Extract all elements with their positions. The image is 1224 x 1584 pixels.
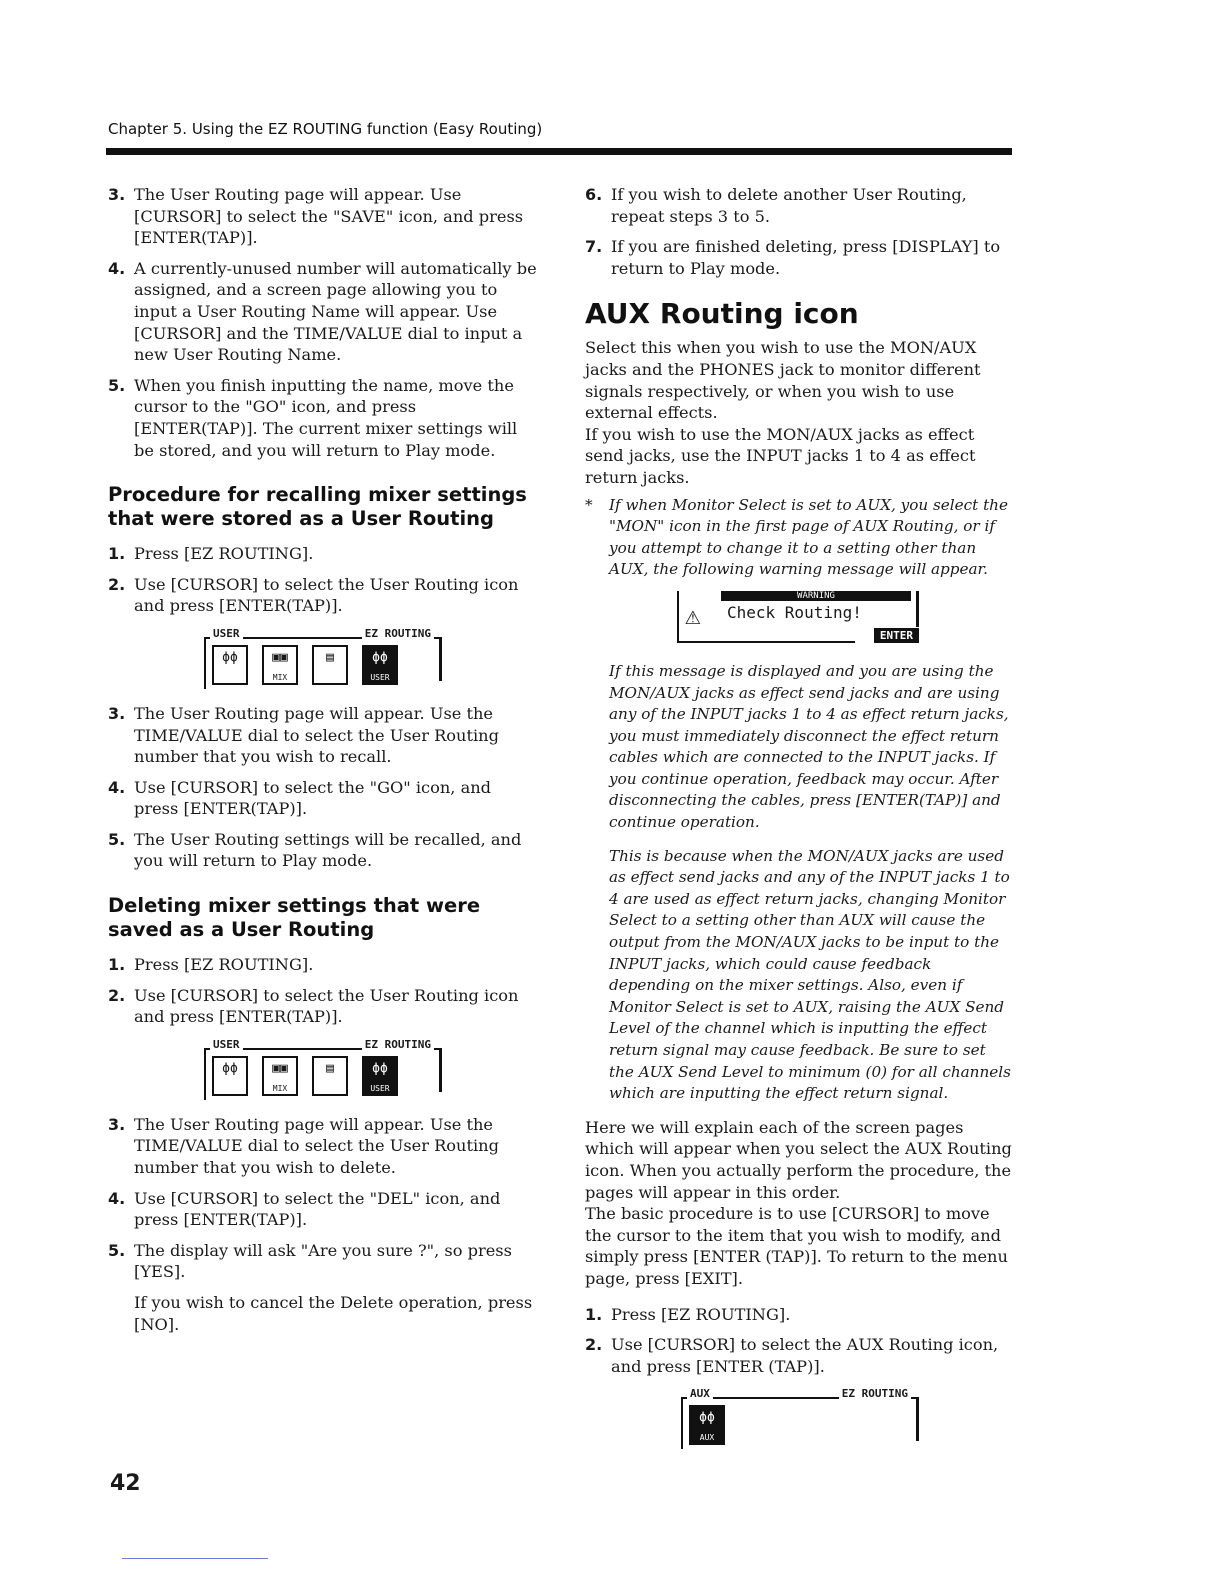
user-icon: ϕϕ USER (362, 645, 398, 685)
right-column (585, 184, 1015, 1463)
list-item: 1. Press [EZ ROUTING]. (585, 1304, 791, 1324)
left-column (108, 184, 538, 1343)
lcd-tab: USER (210, 627, 243, 640)
aux-icon: ϕϕ AUX (689, 1405, 725, 1445)
stereo-icon: ϕϕ (212, 645, 248, 685)
lcd-aux-routing (681, 1387, 919, 1449)
list-item: 3. The User Routing page will appear. Use the TIME/VALUE dial to select the User Routing number that you wish to recall. (108, 703, 499, 767)
lcd-title: EZ ROUTING (362, 1038, 434, 1051)
list-item: 2. Use [CURSOR] to select the User Routing icon and press [ENTER(TAP)]. (108, 985, 519, 1027)
recorder-icon: ▤ (312, 645, 348, 685)
stereo-icon: ϕϕ (212, 1056, 248, 1096)
list-item: 3. The User Routing page will appear. Use [CURSOR] to select the "SAVE" icon, and press [ENTER(TAP)]. (108, 185, 524, 248)
lcd-user-routing (204, 627, 442, 689)
list-item: 6. If you wish to delete another User Routing, repeat steps 3 to 5. (585, 185, 967, 226)
body-paragraph: Here we will explain each of the screen pages which will appear when you select the AUX Routing icon. When you actually perform the procedure, the pages will appear in this order. (585, 1117, 1012, 1202)
page-number: 42 (110, 1471, 141, 1496)
list-item: 1. Press [EZ ROUTING]. (108, 955, 314, 975)
warning-screen (677, 591, 919, 643)
heading-delete: Deleting mixer settings that were saved as a User Routing (108, 894, 481, 942)
note-paragraph: If this message is displayed and you are using the MON/AUX jacks as effect send jacks and are using any of the INPUT jacks 1 to 4 as effect return jacks, you must immediately disconnect the effect return cables which are connected to the INPUT jacks. If you continue operation, feedback may occur. After disconnecting the cables, press [ENTER(TAP)] and continue operation. (609, 661, 1009, 832)
enter-button: ENTER (874, 628, 919, 643)
intro-paragraph: Select this when you wish to use the MON/AUX jacks and the PHONES jack to monitor different signals respectively, or when you wish to use external effects. (585, 338, 981, 423)
list-item: 3. The User Routing page will appear. Use the TIME/VALUE dial to select the User Routing number that you wish to delete. (108, 1114, 499, 1178)
note-warning: * If when Monitor Select is set to AUX, you select the "MON" icon in the first page of AUX Routing, or if you attempt to change it to a setting other than AUX, the following warning message will appear. (585, 495, 1008, 579)
intro-paragraph-2: If you wish to use the MON/AUX jacks as effect send jacks, use the INPUT jacks 1 to 4 as effect return jacks. (585, 424, 976, 487)
heading-recall: Procedure for recalling mixer settings that were stored as a User Routing (108, 483, 527, 531)
list-item: 2. Use [CURSOR] to select the User Routing icon and press [ENTER(TAP)]. (108, 574, 519, 616)
list-item: 5. The display will ask "Are you sure ?", so press [YES]. (108, 1240, 512, 1282)
list-item: 1. Press [EZ ROUTING]. (108, 544, 314, 564)
lcd-title: EZ ROUTING (839, 1387, 911, 1400)
footer-line (122, 1558, 268, 1559)
chapter-header: Chapter 5. Using the EZ ROUTING function (Easy Routing) (108, 120, 543, 138)
warning-icon: ⚠ (685, 600, 701, 631)
list-item: 4. A currently-unused number will automatically be assigned, and a screen page allowing you to input a User Routing Name will appear. Use [CURSOR] and the TIME/VALUE dial to input a new User Routing Name. (108, 258, 537, 365)
list-item: 7. If you are finished deleting, press [DISPLAY] to return to Play mode. (585, 237, 1001, 278)
list-item: 2. Use [CURSOR] to select the AUX Routing icon, and press [ENTER (TAP)]. (585, 1335, 999, 1376)
list-item: 4. Use [CURSOR] to select the "DEL" icon, and press [ENTER(TAP)]. (108, 1188, 501, 1230)
list-item: 5. The User Routing settings will be recalled, and you will return to Play mode. (108, 829, 522, 871)
recorder-icon: ▤ (312, 1056, 348, 1096)
list-item: 5. When you finish inputting the name, move the cursor to the "GO" icon, and press [ENTER(TAP)]. The current mixer settings will be stored, and you will return to Play mode. (108, 375, 518, 460)
lcd-tab: USER (210, 1038, 243, 1051)
header-rule (106, 148, 1012, 155)
warning-message: Check Routing! (727, 602, 862, 622)
lcd-user-routing-2 (204, 1038, 442, 1100)
user-icon: ϕϕ USER (362, 1056, 398, 1096)
warning-bar: WARNING (721, 591, 911, 601)
mix-icon: ▣▣ MIX (262, 645, 298, 685)
list-item: 4. Use [CURSOR] to select the "GO" icon, and press [ENTER(TAP)]. (108, 777, 492, 819)
mix-icon: ▣▣ MIX (262, 1056, 298, 1096)
body-paragraph-2: The basic procedure is to use [CURSOR] to move the cursor to the item that you wish to modify, and simply press [ENTER (TAP)]. To return to the menu page, press [EXIT]. (585, 1204, 1008, 1288)
cancel-note: If you wish to cancel the Delete operation, press [NO]. (134, 1293, 533, 1334)
heading-aux-routing: AUX Routing icon (585, 297, 859, 331)
lcd-tab: AUX (687, 1387, 713, 1400)
lcd-title: EZ ROUTING (362, 627, 434, 640)
note-paragraph-2: This is because when the MON/AUX jacks are used as effect send jacks and any of the INPUT jacks 1 to 4 are used as effect return jacks, changing Monitor Select to a setting other than AUX will cause the output from the MON/AUX jacks to be input to the INPUT jacks, which could cause feedback depending on the mixer settings. Also, even if Monitor Select is set to AUX, raising the AUX Send Level of the channel which is inputting the effect return signal may cause feedback. Be sure to set the AUX Send Level to minimum (0) for all channels which are inputting the effect return signal. (609, 846, 1011, 1103)
